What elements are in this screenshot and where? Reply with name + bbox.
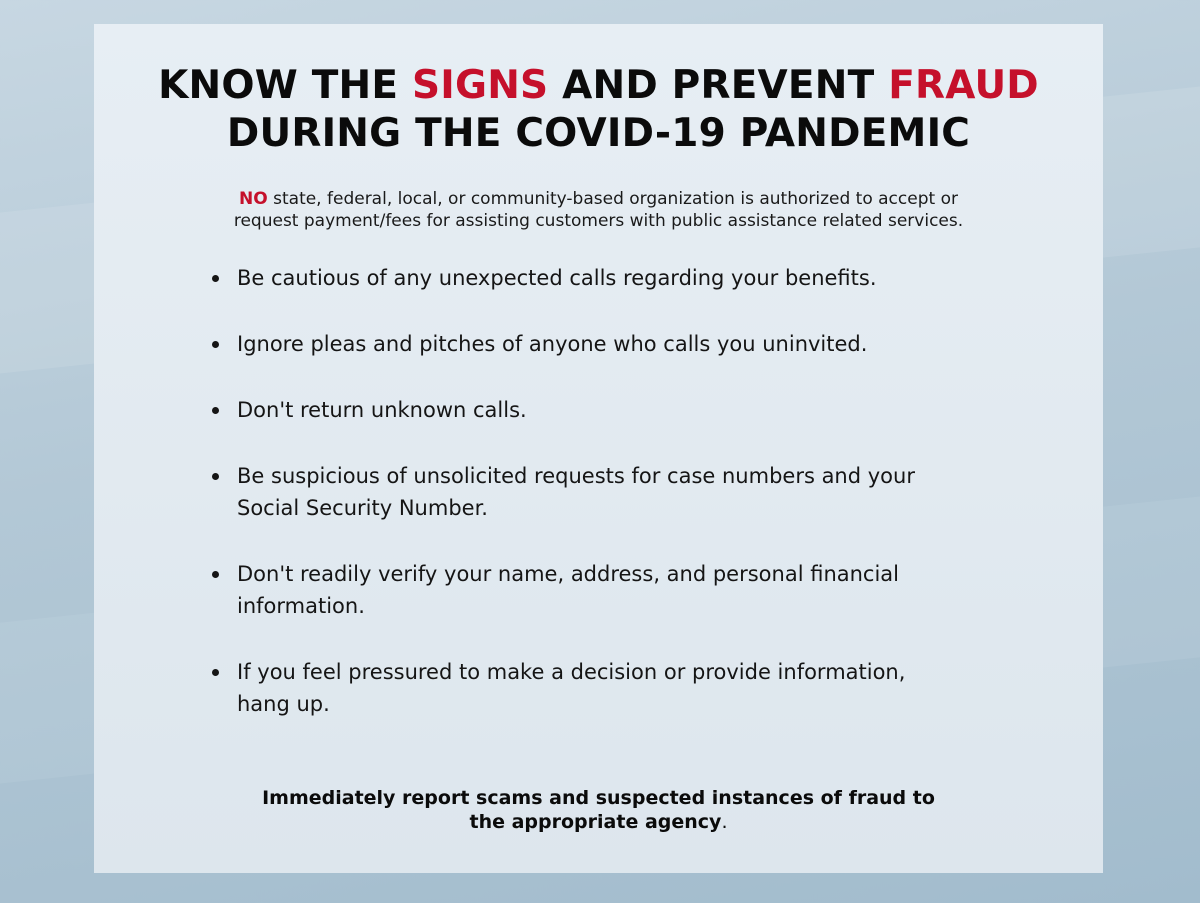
tip-line-2: hang up. (237, 692, 330, 716)
tips-list (212, 262, 992, 754)
report-callout (94, 786, 1103, 834)
tip-line-1: Ignore pleas and pitches of anyone who calls you uninvited. (237, 332, 868, 356)
headline-text: AND PREVENT (548, 63, 889, 108)
bullet-icon (212, 275, 219, 282)
list-item (212, 558, 992, 622)
list-item (212, 656, 992, 720)
tip-line-1: Don't readily verify your name, address, and personal financial (237, 562, 900, 586)
headline-highlight-fraud: FRAUD (888, 63, 1039, 108)
bullet-icon (212, 341, 219, 348)
headline-text: KNOW THE (158, 63, 412, 108)
intro-line-1 (94, 188, 1103, 210)
notice-panel (94, 24, 1103, 873)
callout-period: . (721, 811, 728, 833)
list-item (212, 394, 992, 426)
callout-line-1: Immediately report scams and suspected instances of fraud to (262, 787, 935, 809)
tip-line-1: If you feel pressured to make a decision or provide information, (237, 660, 906, 684)
intro-emphasis: NO (239, 189, 268, 209)
list-item (212, 328, 992, 360)
list-item (212, 460, 992, 524)
intro-statement (94, 188, 1103, 232)
headline-line-1 (94, 62, 1103, 110)
intro-line-2: request payment/fees for assisting customers with public assistance related services. (233, 211, 964, 231)
intro-text: state, federal, local, or community-based organization is authorized to accept or (267, 189, 958, 209)
bullet-icon (212, 669, 219, 676)
tip-line-1: Be cautious of any unexpected calls regarding your benefits. (237, 266, 877, 290)
headline-line-2: DURING THE COVID-19 PANDEMIC (226, 111, 971, 156)
bullet-icon (212, 571, 219, 578)
list-item (212, 262, 992, 294)
tip-line-1: Don't return unknown calls. (237, 398, 527, 422)
callout-line-2 (94, 810, 1103, 834)
tip-line-1: Be suspicious of unsolicited requests for case numbers and your (237, 464, 915, 488)
tip-line-2: information. (237, 594, 365, 618)
headline (94, 62, 1103, 158)
bullet-icon (212, 473, 219, 480)
tip-line-2: Social Security Number. (237, 496, 488, 520)
bullet-icon (212, 407, 219, 414)
callout-text: the appropriate agency (469, 811, 722, 833)
headline-highlight-signs: SIGNS (411, 63, 549, 108)
